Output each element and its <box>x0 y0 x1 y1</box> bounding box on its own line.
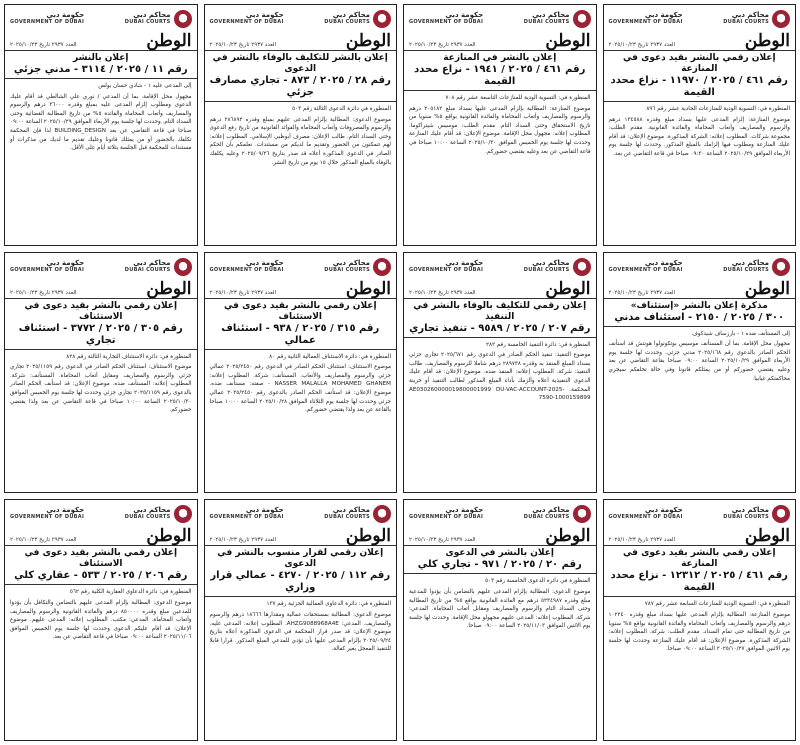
dubai-courts-logo <box>324 505 391 523</box>
courts-name-en: DUBAI COURTS <box>723 266 769 273</box>
notice-paragraph: موضوع الدعوى: المطالبة بإلزام المدعى عليهم بمبلغ وقدره ٢٨٦٨٩٢ درهم والرسوم والمصروفات وأتعاب المحاماة والفوائد القانونية من تاريخ رفع الدعوى وحتى السداد التام. طالب الإعلان: مصرف أبوظبي الإسلامي. المطلوب إعلانه: لهم تتمكنون من الحضور وتقديم ما لديكم من مستندات. نعلمكم بأن الحكم الصادر في الدعوى المذكورة أعلاه قد صدر بتاريخ ٢٠٢٥/٠٩/٢٦ وعليه يكلفك بالوفاء بالمبلغ المذكور خلال ١٥ يوم من تاريخ النشر. <box>209 116 391 166</box>
courts-name-ar: محاكم دبي <box>332 258 370 267</box>
courts-seal-icon <box>772 10 790 28</box>
gov-logo-text <box>210 507 284 521</box>
dubai-courts-logo <box>324 258 391 276</box>
newspaper-masthead <box>404 30 596 51</box>
issue-number-date: العدد ٢٩٣٧ تاريخ ٢٠٢٥/١٠/٢٣ <box>608 537 676 544</box>
notice-title-block <box>5 299 197 350</box>
newspaper-brand: الوطن <box>744 526 790 547</box>
courts-name-en: DUBAI COURTS <box>124 19 171 25</box>
courts-seal-icon <box>373 10 391 28</box>
newspaper-masthead <box>404 278 596 299</box>
gov-name-en: GOVERNMENT OF DUBAI <box>409 514 484 521</box>
dubai-courts-logo <box>723 505 790 523</box>
notice-title-block <box>604 299 796 327</box>
notice-header <box>5 500 197 525</box>
courts-name-ar: محاكم دبي <box>731 258 769 267</box>
notice-type: إعلان رقمي بالنشر بقيد دعوى في الاستئناف <box>24 300 178 322</box>
notice-lead: المنظورة في: دائرة الدعاوى العمالية الجزئية رقم ١٣٧ <box>266 601 391 608</box>
notice-type: إعلان رقمي بالنشر بقيد دعوى في المنازعة <box>622 548 776 570</box>
notice-body <box>5 585 197 647</box>
gov-logo-text <box>10 260 84 274</box>
newspaper-brand: الوطن <box>545 31 591 51</box>
newspaper-brand: الوطن <box>345 526 391 547</box>
notice-body <box>205 102 397 172</box>
legal-notice-card <box>4 499 198 741</box>
notice-body <box>604 102 796 164</box>
courts-logo-text <box>125 260 171 274</box>
notice-title-block <box>205 546 397 597</box>
courts-seal-icon <box>573 258 591 276</box>
courts-seal-icon <box>772 258 790 276</box>
notice-header <box>205 500 397 525</box>
courts-seal-icon <box>373 505 391 523</box>
notice-title-block <box>205 51 397 102</box>
notice-body <box>404 338 596 408</box>
courts-logo-text <box>125 507 171 521</box>
legal-notice-card <box>603 499 797 741</box>
gov-name-en: GOVERNMENT OF DUBAI <box>608 514 683 521</box>
government-logo <box>210 507 284 521</box>
gov-name-ar: حكومة دبي <box>644 506 683 515</box>
courts-logo-text <box>524 507 570 521</box>
courts-name-en: DUBAI COURTS <box>523 266 570 273</box>
courts-logo-text <box>324 12 370 26</box>
courts-name-en: DUBAI COURTS <box>723 19 769 25</box>
gov-name-en: GOVERNMENT OF DUBAI <box>409 19 484 25</box>
legal-notice-card <box>4 4 198 246</box>
gov-name-en: GOVERNMENT OF DUBAI <box>409 266 484 273</box>
gov-name-ar: حكومة دبي <box>46 506 85 515</box>
case-number: رقم ٢٠ / ٢٠٢٥ / ٩٧١ - تجاري كلي <box>417 559 582 571</box>
notice-paragraph: موضوع المنازعة: المطالبة بإلزام المدعى عليها بسداد مبلغ وقدره ١٠٢٢٤٠ درهم والرسوم والمصاريف وأتعاب المحاماة والفائدة القانونية بواقع ٥% سنويا من تاريخ المطالبة حتى تمام السداد. مقدم الطلب: شركة. المطلوب إعلانه: الشركة المذكورة. موضوع الإعلان: قد أقام عليك المنازعة وحددت لها جلسة يوم الاثنين الموافق ٢٠٢٥/١٠/٢٧ الساعة ٠٩:٠٠ صباحا. <box>608 611 790 653</box>
notice-header <box>404 253 596 278</box>
gov-logo-text <box>609 260 683 274</box>
courts-name-en: DUBAI COURTS <box>324 514 370 521</box>
government-logo <box>409 12 483 26</box>
notice-paragraph: موضوع الدعوى: المطالبة بإلزام المدعى عليهم بالتضامن والتكافل بأن يؤدوا للمدعين مبلغ وقدره ٨٥٠٠٠٠ درهم والفائدة القانونية والرسوم والمصاريف وأتعاب المحاماة. المدعي: مكتب. المطلوب إعلانه: المدعى عليهم. موضوع الإعلان: قد أقام عليكم الدعوى وحددت لها جلسة يوم الخميس الموافق ٢٠٢٥/١١/٠٦ الساعة ٠٩:٠٠ صباحا في قاعة التقاضي عن بعد. <box>10 599 192 641</box>
newspaper-brand: الوطن <box>744 31 790 51</box>
issue-number-date: العدد ٢٩٣٧ تاريخ ٢٠٢٥/١٠/٢٣ <box>409 289 476 296</box>
notice-lead: المنظورة في: دائرة الاستئناف العمالية الثانية رقم ٨٠ <box>269 353 391 360</box>
gov-logo-text <box>409 12 483 26</box>
notice-body <box>205 597 397 659</box>
legal-notice-card <box>4 252 198 494</box>
notice-type: إعلان رقمي بالنشر بقيد دعوى في الاستئناف <box>223 300 377 322</box>
case-number: رقم ٢٠٧ / ٢٠٢٥ / ٩٥٨٩ - تنفيذ تجاري <box>409 322 591 334</box>
dubai-courts-logo <box>324 10 391 28</box>
notice-body <box>5 350 197 420</box>
courts-name-en: DUBAI COURTS <box>523 19 570 25</box>
dubai-courts-logo <box>524 505 591 523</box>
legal-notice-card <box>204 4 398 246</box>
notice-header <box>404 500 596 525</box>
newspaper-masthead <box>604 30 796 51</box>
case-number: رقم ١١٢ / ٢٠٢٥ / ٤٢٧٠ - عمالي قرار وزاري <box>210 570 391 594</box>
legal-notice-card <box>403 4 597 246</box>
issue-number-date: العدد ٢٩٣٧ تاريخ ٢٠٢٥/١٠/٢٣ <box>10 537 77 544</box>
notice-title-block <box>404 51 596 91</box>
gov-name-ar: حكومة دبي <box>245 506 284 515</box>
notice-title-block <box>5 51 197 79</box>
gov-name-ar: حكومة دبي <box>46 11 85 19</box>
notice-type: إعلان بالنشر <box>73 53 129 63</box>
notice-lead: المنظورة في: التسوية الودية للمنازعات التاسعة عشر رقم ٧٠٨ <box>445 95 591 101</box>
newspaper-brand: الوطن <box>146 526 192 547</box>
courts-logo-text <box>524 12 570 26</box>
courts-name-ar: محاكم دبي <box>532 506 570 515</box>
notice-body <box>5 79 197 158</box>
notice-type: إعلان بالنشر للتكليف بالوفاء بالنشر في الدعوى <box>212 53 388 74</box>
notice-paragraph: موضوع المنازعة: المطالبة بإلزام المدعى عليها بسداد مبلغ ٢٠٥١٨٢ درهم والرسوم والمصاريف وأتعاب المحاماة والفائدة القانونية بواقع ٥% سنويا من تاريخ الاستحقاق وحتى السداد التام. مقدم الطلب: موسيس شيتراكوما. المطلوب إعلانه: مجهول محل الإقامة. موضوع الإعلان: قد أقام عليك المنازعة وحددت لها جلسة يوم الخميس الموافق ٢٠٢٥/١٠/٣٠ الساعة ١٠:٠٠ صباحا في قاعة التقاضي عن بعد وعليه يقتضي حضوركم. <box>409 105 591 155</box>
notice-lead: المنظورة في دائرة الدعوى الثالثة رقم ٥٠٣ <box>292 106 391 112</box>
government-logo <box>409 507 483 521</box>
notice-title-block <box>604 51 796 102</box>
courts-seal-icon <box>174 505 192 523</box>
courts-seal-icon <box>573 10 591 28</box>
courts-logo-text <box>125 12 171 26</box>
government-logo <box>10 12 84 26</box>
gov-name-ar: حكومة دبي <box>245 11 284 19</box>
notice-header <box>604 500 796 525</box>
notice-type: إعلان بالنشر في الدعوى <box>445 548 554 559</box>
notice-paragraph: مجهول محل الإقامة. بما أن المستأنف موسيس بوتكونولوا هونتش قد استأنف الحكم الصادر بالدعوى رقم ٢٠٢٥/١٦٨ مدني جزئي. وحددت لها جلسة يوم الأربعاء الموافق ٢٠٢٥/١٠/٢٩ الساعة ٠٩:٠٠ صباحا بقاعة التقاضي عن بعد وعليه يقتضي حضوركم أو من يمثلكم قانونا وفي حالة تخلفكم سيجري محاكمتكم غيابيا. <box>608 341 790 382</box>
notice-header <box>205 5 397 30</box>
notice-lead: إلى المستأنف ضده ١ - بارزساف شيدكوف <box>692 330 790 337</box>
notice-paragraph: موضوع الدعوى: المطالبة بإلزام المدعى عليهم بالتضامن بأن يؤدوا للمدعية مبلغ وقدره ٥٢٣٤٩٨٧ درهم مع الفائدة القانونية بواقع ٥% من تاريخ المطالبة وحتى السداد التام والرسوم والمصاريف ومقابل أتعاب المحاماة. المدعي: شركة. المطلوب إعلانه: المدعى عليهم مجهولو محل الإقامة. وحددت لها جلسة يوم الاثنين الموافق ٢٠٢٥/١١/٠٣ الساعة ٠٩:٠٠ صباحا. <box>409 588 591 630</box>
gov-name-ar: حكومة دبي <box>644 258 683 267</box>
notice-title-block <box>5 546 197 585</box>
notice-header <box>205 253 397 278</box>
courts-name-ar: محاكم دبي <box>532 11 570 19</box>
notice-type: مذكرة إعلان بالنشر «إستئناف» <box>630 300 768 311</box>
newspaper-masthead <box>5 278 197 299</box>
notice-body <box>205 350 397 420</box>
gov-name-ar: حكومة دبي <box>445 258 484 267</box>
case-number: رقم ٢٨ / ٢٠٢٥ / ٨٧٣ - تجاري مصارف جزئي <box>209 75 391 98</box>
issue-number-date: العدد ٢٩٣٧ تاريخ ٢٠٢٥/١٠/٢٣ <box>409 42 476 48</box>
newspaper-brand: الوطن <box>146 278 192 299</box>
newspaper-masthead <box>604 278 796 299</box>
courts-logo-text <box>524 260 570 274</box>
courts-name-en: DUBAI COURTS <box>324 19 370 25</box>
issue-number-date: العدد ٢٩٣٧ تاريخ ٢٠٢٥/١٠/٢٣ <box>209 42 277 48</box>
courts-name-ar: محاكم دبي <box>332 11 370 19</box>
gov-logo-text <box>210 12 284 26</box>
notice-body <box>604 327 796 389</box>
issue-number-date: العدد ٢٩٣٧ تاريخ ٢٠٢٥/١٠/٢٣ <box>608 289 676 296</box>
notice-lead: المنظورة في: دائرة التنفيذ الخامسة رقم ٢٨٢ <box>485 341 591 348</box>
notice-type: إعلان بالنشر في المنازعة <box>443 53 557 63</box>
notice-header <box>5 253 197 278</box>
notice-type: إعلان رقمي بالنشر بقيد دعوى في الاستئناف <box>24 548 178 570</box>
notice-body <box>404 91 596 161</box>
dubai-courts-logo <box>524 258 591 276</box>
courts-name-ar: محاكم دبي <box>332 506 370 515</box>
newspaper-masthead <box>205 525 397 546</box>
gov-logo-text <box>409 507 483 521</box>
dubai-courts-logo <box>723 10 790 28</box>
gov-logo-text <box>409 260 483 274</box>
notice-paragraph: مجهول محل الإقامة. بما أن المدعي / نوري علي الشالطي قد أقام عليك الدعوى ومطلوب إلزام المدعى عليه بمبلغ وقدره ٣٦٠٠٠ درهم والرسوم والمصاريف وأتعاب المحاماة والفائدة ٥% من تاريخ المطالبة القضائية وحتى السداد التام. وحددت لها جلسة يوم الأربعاء الموافق ٢٠٢٥/١٠/٢٩ الساعة ٠٩:٠٠ صباحا في قاعة التقاضي عن بعد BUILDING_DESIGN لذا فإن المحكمة تكلفك بالحضور أو من يمثلك قانونا وعليك تقديم ما لديك من مذكرات أو مستندات للمحكمة قبل الجلسة بثلاثة أيام على الأقل. <box>10 93 192 152</box>
gov-name-ar: حكومة دبي <box>245 258 284 267</box>
government-logo <box>10 507 84 521</box>
notice-paragraph: موضوع التنفيذ: تنفيذ الحكم الصادر في الدعوى رقم ٢٠٢٥/٦٧١ تجاري جزئي بسداد المبلغ المنفذ به وقدره ٢٨٩٧٣٨ درهم شاملا للرسوم والمصاريف. طالب التنفيذ: شركة. المطلوب إعلانه: المنفذ ضده. موضوع الإعلان: قد أقام عليك الدعوى التنفيذية أعلاه وألزمك بأداء المبلغ المذكور لطالب التنفيذ أو خزينة المحكمة. AE030260000019800001999 DU-VAC-ACCOUNT-2025-7590-1000159899 <box>409 352 591 402</box>
courts-name-en: DUBAI COURTS <box>723 514 769 521</box>
gov-name-ar: حكومة دبي <box>445 506 484 515</box>
courts-name-ar: محاكم دبي <box>133 506 171 515</box>
case-number: رقم ٤٦١ / ٢٠٢٥ / ١١٩٧٠ - نزاع محدد القيمة <box>610 75 788 98</box>
issue-number-date: العدد ٢٩٣٧ تاريخ ٢٠٢٥/١٠/٢٣ <box>209 289 277 296</box>
gov-name-en: GOVERNMENT OF DUBAI <box>608 19 683 25</box>
newspaper-brand: الوطن <box>146 31 192 51</box>
newspaper-masthead <box>205 30 397 51</box>
gov-name-en: GOVERNMENT OF DUBAI <box>10 19 85 25</box>
legal-notice-card <box>403 252 597 494</box>
notice-paragraph: موضوع الاستئناف: استئناف الحكم الصادر في الدعوى رقم ٢٠٢٥/٢٤٥٠ عمالي جزئي والرسوم والمصاريف والأتعاب. المستأنف: شركة. المطلوب إعلانه: NASSER MALALLA MOHAMED GHANEM - صفته: مستأنف ضده. موضوع الإعلان: قد استأنف الحكم الصادر بالدعوى رقم ٢٠٢٥/٢٤٥٠ عمالي جزئي وحددت لها جلسة يوم الثلاثاء الموافق ٢٠٢٥/١٠/٢٨ الساعة ١٠:٠٠ صباحا بالقاعة عن بعد ولذا يقتضي حضوركم. <box>209 364 392 414</box>
notice-lead: المنظورة في: التسوية الودية للمنازعات السابعة عشر رقم ٧٨٧ <box>644 601 790 608</box>
dubai-courts-logo <box>524 10 591 28</box>
notice-lead: المنظورة في: التسوية الودية للمنازعات الحادية عشر رقم ٨٩٦ <box>646 106 790 112</box>
newspaper-masthead <box>604 525 796 546</box>
courts-logo-text <box>324 507 370 521</box>
courts-logo-text <box>723 12 769 26</box>
issue-number-date: العدد ٢٩٣٧ تاريخ ٢٠٢٥/١٠/٢٣ <box>10 289 77 296</box>
newspaper-masthead <box>205 278 397 299</box>
courts-name-en: DUBAI COURTS <box>124 266 171 273</box>
notice-header <box>604 253 796 278</box>
courts-logo-text <box>723 507 769 521</box>
government-logo <box>609 260 683 274</box>
government-logo <box>409 260 483 274</box>
notice-header <box>5 5 197 30</box>
government-logo <box>609 12 683 26</box>
notice-lead: إلى المدعى عليه ١ - شادي حسان بولص <box>98 83 192 89</box>
notice-header <box>404 5 596 30</box>
notice-paragraph: موضوع الدعوى: المطالبة بمستحقات عمالية ومقدارها ١٨٦٦٦ درهم والرسوم والمصاريف. المدعي: AHZG9088968A4E. المطلوب إعلانه: المدعى عليه. موضوع الإعلان: قد صدر قرار المحكمة في الدعوى المذكورة أعلاه بتاريخ ٢٠٢٥/٠٩/٢٤ بإلزام المدعى عليها بأن تؤدي للمدعي المبلغ المذكور. قرارا قابلا للتنفيذ المعجل بغير كفالة. <box>209 611 391 653</box>
legal-notice-card <box>204 499 398 741</box>
notice-body <box>604 597 796 659</box>
issue-number-date: العدد ٢٩٣٧ تاريخ ٢٠٢٥/١٠/٢٣ <box>608 42 676 48</box>
notice-title-block <box>404 546 596 574</box>
issue-number-date: العدد ٢٩٣٧ تاريخ ٢٠٢٥/١٠/٢٣ <box>209 537 277 544</box>
case-number: رقم ٤٦١ / ٢٠٢٥ / ١٩٤١ - نزاع محدد القيمة <box>414 64 586 87</box>
gov-name-en: GOVERNMENT OF DUBAI <box>608 266 683 273</box>
courts-seal-icon <box>772 505 790 523</box>
notice-lead: المنظورة في: دائرة الدعاوى العقارية الكلية رقم ٥٦٢ <box>69 589 192 596</box>
government-logo <box>609 507 683 521</box>
legal-notice-card <box>603 4 797 246</box>
government-logo <box>10 260 84 274</box>
gov-logo-text <box>210 260 284 274</box>
gov-logo-text <box>10 12 84 26</box>
courts-name-en: DUBAI COURTS <box>124 514 171 521</box>
gov-name-ar: حكومة دبي <box>46 258 85 267</box>
newspaper-brand: الوطن <box>545 526 591 547</box>
notice-type: إعلان رقمي للتكليف بالوفاء بالنشر في التنفيذ <box>413 300 587 322</box>
government-logo <box>210 260 284 274</box>
gov-name-en: GOVERNMENT OF DUBAI <box>10 266 85 273</box>
notice-title-block <box>205 299 397 350</box>
government-logo <box>210 12 284 26</box>
case-number: رقم ٢٠٦ / ٢٠٢٥ / ٥٣٣ - عقاري كلي <box>14 570 188 582</box>
case-number: رقم ٤٦١ / ٢٠٢٥ / ١٢٣١٢ - نزاع محدد القيمة <box>610 570 788 594</box>
courts-seal-icon <box>174 258 192 276</box>
courts-name-ar: محاكم دبي <box>532 258 570 267</box>
courts-logo-text <box>324 260 370 274</box>
newspaper-brand: الوطن <box>345 278 391 299</box>
gov-name-ar: حكومة دبي <box>644 11 683 19</box>
dubai-courts-logo <box>723 258 790 276</box>
issue-number-date: العدد ٢٩٣٧ تاريخ ٢٠٢٥/١٠/٢٣ <box>10 42 77 48</box>
notice-paragraph: موضوع المنازعة: إلزام المدعى عليها بسداد مبلغ وقدره ١٣٤٥٨٨ درهم والرسوم والمصاريف وأتعاب المحاماة والفائدة القانونية. مقدم الطلب: مجموعة شركات. المطلوب إعلانه: الشركة المذكورة. موضوع الإعلان: قد أقام عليك المنازعة ومطلوب فيها إلزامك بالمبلغ المذكور. وحددت لها جلسة يوم الأربعاء الموافق ٢٠٢٥/١٠/٢٩ الساعة ٠٩:٣٠ صباحا في قاعة التقاضي عن بعد. <box>608 116 790 157</box>
courts-name-ar: محاكم دبي <box>133 11 171 19</box>
legal-notice-card <box>204 252 398 494</box>
dubai-courts-logo <box>125 258 192 276</box>
case-number: ٣٠٠ / ٢٠٢٥ / ٢١٥٠ - استئناف مدني <box>614 311 785 323</box>
newspaper-masthead <box>5 525 197 546</box>
courts-name-en: DUBAI COURTS <box>523 514 570 521</box>
courts-name-ar: محاكم دبي <box>731 506 769 515</box>
courts-name-ar: محاكم دبي <box>133 258 171 267</box>
notice-header <box>604 5 796 30</box>
case-number: رقم ١١ / ٢٠٢٥ / ٣١١٤ - مدني جزئي <box>13 64 188 75</box>
case-number: رقم ٣٠٥ / ٢٠٢٥ / ٣٧٧٢ - استئناف تجاري <box>18 322 183 346</box>
gov-name-en: GOVERNMENT OF DUBAI <box>209 514 284 521</box>
courts-name-ar: محاكم دبي <box>731 11 769 19</box>
legal-notice-card <box>403 499 597 741</box>
gov-logo-text <box>10 507 84 521</box>
notice-type: إعلان رقمي بالنشر بقيد دعوى في المنازعة <box>622 53 776 74</box>
newspaper-brand: الوطن <box>744 278 790 299</box>
notice-title-block <box>404 299 596 338</box>
gov-name-en: GOVERNMENT OF DUBAI <box>209 19 284 25</box>
issue-number-date: العدد ٢٩٣٧ تاريخ ٢٠٢٥/١٠/٢٣ <box>409 537 476 544</box>
notice-lead: المنظورة في: دائرة الاستئناف التجارية الثالثة رقم ٨٢٨ <box>66 353 192 360</box>
newspaper-brand: الوطن <box>545 278 591 299</box>
notice-lead: المنظورة في دائرة الدعوى الخامسة رقم ٥٠٣ <box>485 578 591 585</box>
case-number: رقم ٣١٥ / ٢٠٢٥ / ٩٣٨ - استئناف عمالي <box>221 322 380 346</box>
gov-logo-text <box>609 12 683 26</box>
gov-name-ar: حكومة دبي <box>445 11 484 19</box>
courts-logo-text <box>723 260 769 274</box>
notice-title-block <box>604 546 796 597</box>
courts-seal-icon <box>573 505 591 523</box>
courts-seal-icon <box>373 258 391 276</box>
dubai-courts-logo <box>125 505 192 523</box>
newspaper-masthead <box>5 30 197 51</box>
notice-type: إعلان رقمي لقرار منسوب بالنشر في الدعوى <box>217 548 384 570</box>
courts-name-en: DUBAI COURTS <box>324 266 370 273</box>
notice-paragraph: موضوع الاستئناف: استئناف الحكم الصادر في الدعوى رقم ٢٠٢٥/١١٥٩ تجاري جزئي والرسوم والمصاريف ومقابل أتعاب المحاماة. المستأنف: شركة. المطلوب إعلانه: المستأنف ضده. موضوع الإعلان: قد استأنف الحكم الصادر بالدعوى رقم ٢٠٢٥/١١٥٩ تجاري جزئي وحددت لها جلسة يوم الخميس الموافق ٢٠٢٥/١٠/٣٠ الساعة ١٠:٠٠ صباحا في قاعة التقاضي عن بعد ولذا يقتضي حضوركم. <box>10 364 192 414</box>
newspaper-masthead <box>404 525 596 546</box>
newspaper-brand: الوطن <box>345 31 391 51</box>
gov-name-en: GOVERNMENT OF DUBAI <box>10 514 85 521</box>
legal-notice-card <box>603 252 797 494</box>
gov-logo-text <box>609 507 683 521</box>
dubai-courts-logo <box>125 10 192 28</box>
courts-seal-icon <box>174 10 192 28</box>
gov-name-en: GOVERNMENT OF DUBAI <box>209 266 284 273</box>
notice-body <box>404 574 596 636</box>
